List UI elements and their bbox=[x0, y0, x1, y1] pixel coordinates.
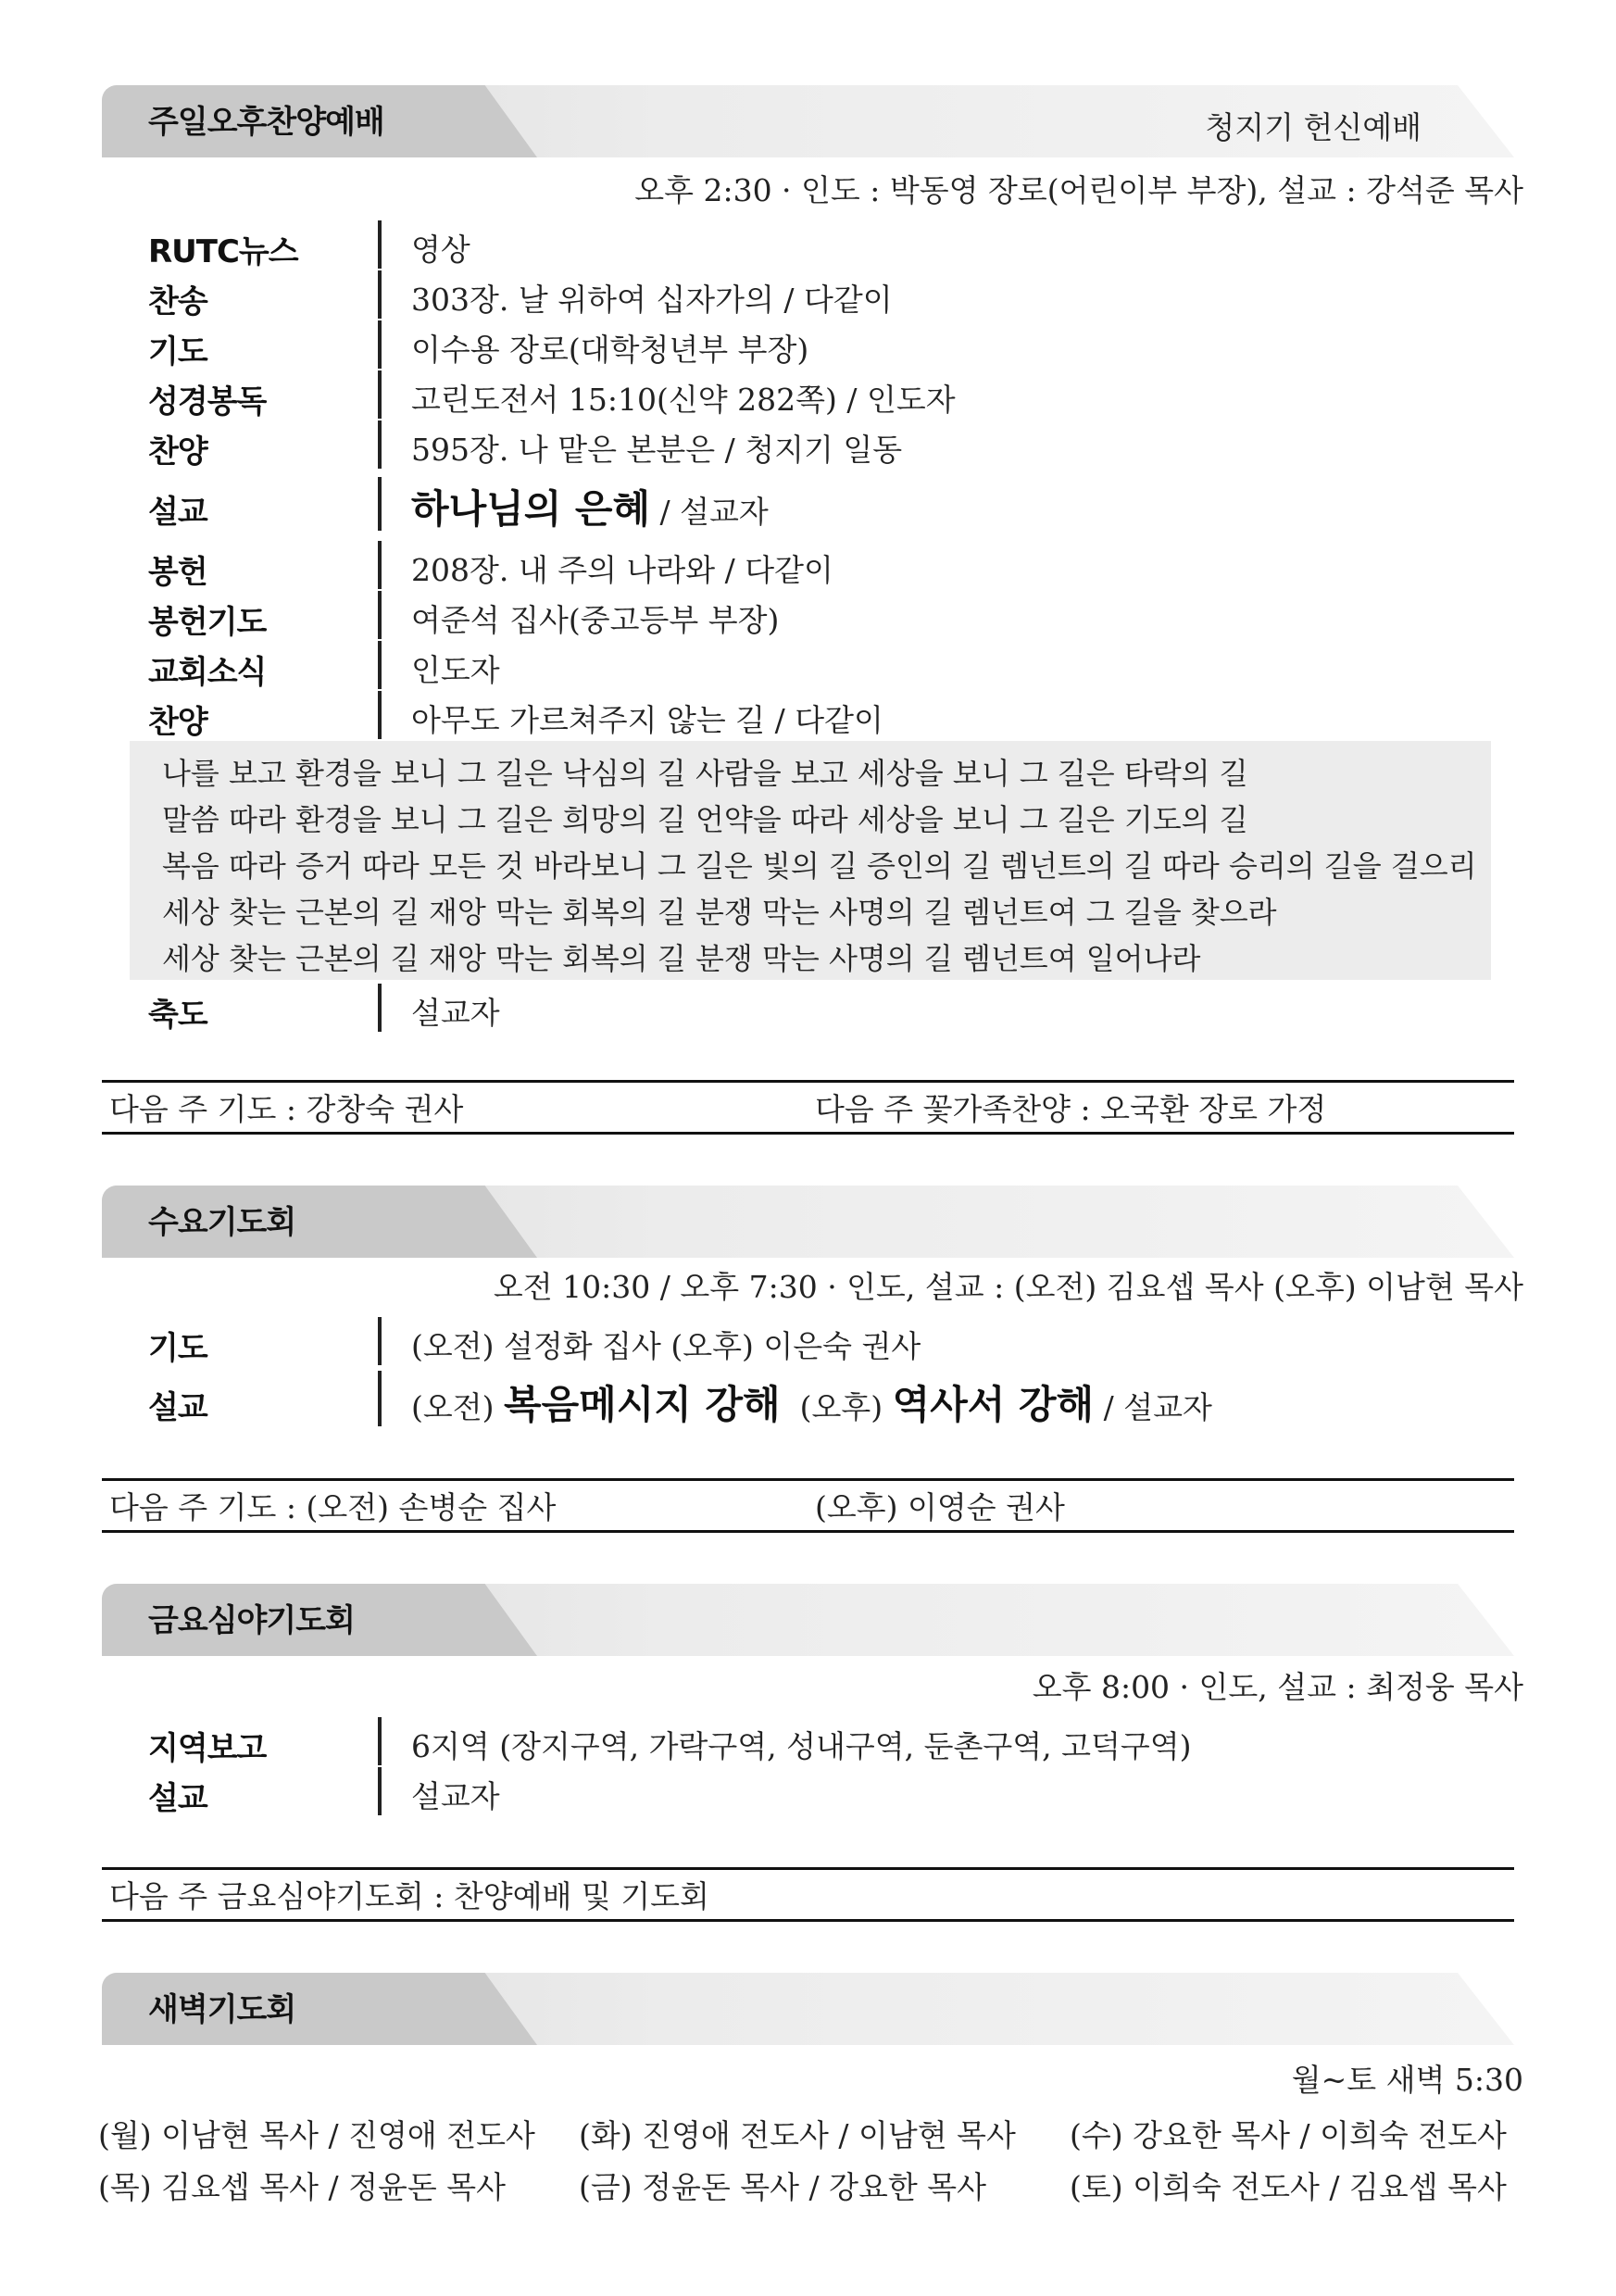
dawn-schedule-mon: (월) 이남현 목사 / 진영애 전도사 bbox=[98, 2117, 535, 2153]
order-label: 찬양 bbox=[148, 704, 207, 741]
rule-bottom bbox=[102, 1530, 1514, 1533]
order-label: 성경봉독 bbox=[148, 383, 267, 420]
divider bbox=[378, 984, 382, 1032]
order-row bbox=[148, 1717, 1500, 1765]
divider bbox=[378, 541, 382, 589]
divider bbox=[378, 420, 382, 469]
divider bbox=[378, 1767, 382, 1815]
order-value: 아무도 가르쳐주지 않는 길 / 다같이 bbox=[411, 702, 883, 738]
wednesday-service-info: 오전 10:30 / 오후 7:30 · 인도, 설교 : (오전) 김요셉 목사 (오후) 이남현 목사 bbox=[493, 1269, 1523, 1305]
lyric-line: 세상 찾는 근본의 길 재앙 막는 회복의 길 분쟁 막는 사명의 길 렘넌트여 일어나라 bbox=[162, 941, 1201, 976]
rule-top bbox=[102, 1478, 1514, 1481]
pm-prefix: (오후) bbox=[780, 1389, 893, 1425]
section-title: 새벽기도회 bbox=[148, 1991, 296, 2028]
am-prefix: (오전) bbox=[411, 1389, 504, 1425]
lyric-line: 나를 보고 환경을 보니 그 길은 낙심의 길 사람을 보고 세상을 보니 그 길은 타락의 길 bbox=[162, 756, 1248, 791]
order-label: 지역보고 bbox=[148, 1730, 267, 1767]
order-value: 595장. 나 맡은 본분은 / 청지기 일동 bbox=[411, 432, 903, 468]
divider bbox=[378, 1317, 382, 1365]
lyric-line: 복음 따라 증거 따라 모든 것 바라보니 그 길은 빛의 길 증인의 길 렘넌트의 길 따라 승리의 길을 걸으리 bbox=[162, 848, 1477, 884]
rule-top bbox=[102, 1080, 1514, 1083]
dawn-section-header bbox=[102, 1973, 1514, 2045]
sermon-row bbox=[148, 477, 1500, 531]
lyric-line: 세상 찾는 근본의 길 재앙 막는 회복의 길 분쟁 막는 사명의 길 렘넌트여 그 길을 찾으라 bbox=[162, 895, 1277, 930]
lyrics-box bbox=[130, 741, 1491, 980]
benediction-row bbox=[148, 984, 1500, 1032]
order-row bbox=[148, 641, 1500, 689]
order-value: 고린도전서 15:10(신약 282쪽) / 인도자 bbox=[411, 382, 956, 418]
order-label: 기도 bbox=[148, 1330, 207, 1367]
friday-service-info: 오후 8:00 · 인도, 설교 : 최정웅 목사 bbox=[1032, 1669, 1523, 1705]
sermon-suffix: / 설교자 bbox=[650, 494, 769, 530]
order-row bbox=[148, 1767, 1500, 1815]
order-row bbox=[148, 541, 1500, 589]
order-row bbox=[148, 320, 1500, 369]
order-value: 303장. 날 위하여 십자가의 / 다같이 bbox=[411, 282, 893, 318]
section-title: 수요기도회 bbox=[148, 1204, 296, 1241]
order-value: 설교자 bbox=[411, 1778, 500, 1814]
sermon-value bbox=[411, 479, 769, 534]
order-value: 6지역 (장지구역, 가락구역, 성내구역, 둔촌구역, 고덕구역) bbox=[411, 1728, 1192, 1764]
order-label: RUTC뉴스 bbox=[148, 233, 298, 270]
order-row bbox=[148, 220, 1500, 269]
order-row bbox=[148, 691, 1500, 739]
divider bbox=[378, 591, 382, 639]
section-title: 주일오후찬양예배 bbox=[148, 104, 384, 141]
order-row bbox=[148, 370, 1500, 419]
divider bbox=[378, 1371, 382, 1426]
order-label: 교회소식 bbox=[148, 654, 267, 691]
divider bbox=[378, 477, 382, 531]
sunday-service-info: 오후 2:30 · 인도 : 박동영 장로(어린이부 부장), 설교 : 강석준 목사 bbox=[634, 172, 1523, 208]
dawn-schedule-sat: (토) 이희숙 전도사 / 김요셉 목사 bbox=[1070, 2169, 1507, 2205]
order-label: 설교 bbox=[148, 1780, 207, 1817]
next-week-friday: 다음 주 금요심야기도회 : 찬양예배 및 기도회 bbox=[109, 1878, 709, 1914]
dawn-schedule-thu: (목) 김요셉 목사 / 정윤돈 목사 bbox=[98, 2169, 506, 2205]
wednesday-section-header bbox=[102, 1186, 1514, 1258]
sermon-suffix: / 설교자 bbox=[1094, 1389, 1212, 1425]
friday-section-header bbox=[102, 1584, 1514, 1656]
order-row bbox=[148, 1317, 1500, 1365]
next-week-prayer-pm: (오후) 이영순 권사 bbox=[815, 1489, 1065, 1525]
rule-bottom bbox=[102, 1132, 1514, 1135]
divider bbox=[378, 1717, 382, 1765]
pm-sermon-title: 역사서 강해 bbox=[892, 1382, 1095, 1427]
order-value: 여준석 집사(중고등부 부장) bbox=[411, 602, 780, 638]
order-label: 찬양 bbox=[148, 433, 207, 470]
sermon-row bbox=[148, 1371, 1500, 1426]
order-value: 영상 bbox=[411, 232, 470, 268]
order-label: 설교 bbox=[148, 1389, 207, 1426]
order-label: 봉헌 bbox=[148, 554, 207, 591]
lyric-line: 말씀 따라 환경을 보니 그 길은 희망의 길 언약을 따라 세상을 보니 그 길은 기도의 길 bbox=[162, 802, 1248, 837]
section-title: 금요심야기도회 bbox=[148, 1602, 355, 1639]
next-week-prayer-am: 다음 주 기도 : (오전) 손병순 집사 bbox=[109, 1489, 557, 1525]
divider bbox=[378, 320, 382, 369]
order-row bbox=[148, 420, 1500, 469]
divider bbox=[378, 220, 382, 269]
sermon-value bbox=[411, 1374, 1212, 1430]
divider bbox=[378, 691, 382, 739]
order-label: 기도 bbox=[148, 333, 207, 370]
section-subtitle: 청지기 헌신예배 bbox=[1205, 109, 1422, 145]
divider bbox=[378, 370, 382, 419]
order-label: 찬송 bbox=[148, 283, 207, 320]
order-value: 인도자 bbox=[411, 652, 500, 688]
divider bbox=[378, 270, 382, 319]
sermon-title: 하나님의 은혜 bbox=[411, 486, 651, 532]
order-value: (오전) 설정화 집사 (오후) 이은숙 권사 bbox=[411, 1328, 921, 1364]
order-label: 봉헌기도 bbox=[148, 604, 267, 641]
dawn-service-info: 월~토 새벽 5:30 bbox=[1291, 2062, 1523, 2098]
sunday-section-header bbox=[102, 85, 1514, 157]
next-week-praise: 다음 주 꽃가족찬양 : 오국환 장로 가정 bbox=[815, 1091, 1327, 1127]
dawn-schedule-fri: (금) 정윤돈 목사 / 강요한 목사 bbox=[579, 2169, 986, 2205]
order-label: 설교 bbox=[148, 494, 207, 531]
order-value: 이수용 장로(대학청년부 부장) bbox=[411, 332, 809, 368]
next-week-prayer: 다음 주 기도 : 강창숙 권사 bbox=[109, 1091, 464, 1127]
order-value: 208장. 내 주의 나라와 / 다같이 bbox=[411, 552, 833, 588]
order-value: 설교자 bbox=[411, 995, 500, 1031]
dawn-schedule-wed: (수) 강요한 목사 / 이희숙 전도사 bbox=[1070, 2117, 1507, 2153]
divider bbox=[378, 641, 382, 689]
order-label: 축도 bbox=[148, 997, 207, 1034]
order-row bbox=[148, 270, 1500, 319]
order-row bbox=[148, 591, 1500, 639]
am-sermon-title: 복음메시지 강해 bbox=[504, 1382, 781, 1427]
rule-top bbox=[102, 1867, 1514, 1870]
rule-bottom bbox=[102, 1919, 1514, 1922]
dawn-schedule-tue: (화) 진영애 전도사 / 이남현 목사 bbox=[579, 2117, 1016, 2153]
